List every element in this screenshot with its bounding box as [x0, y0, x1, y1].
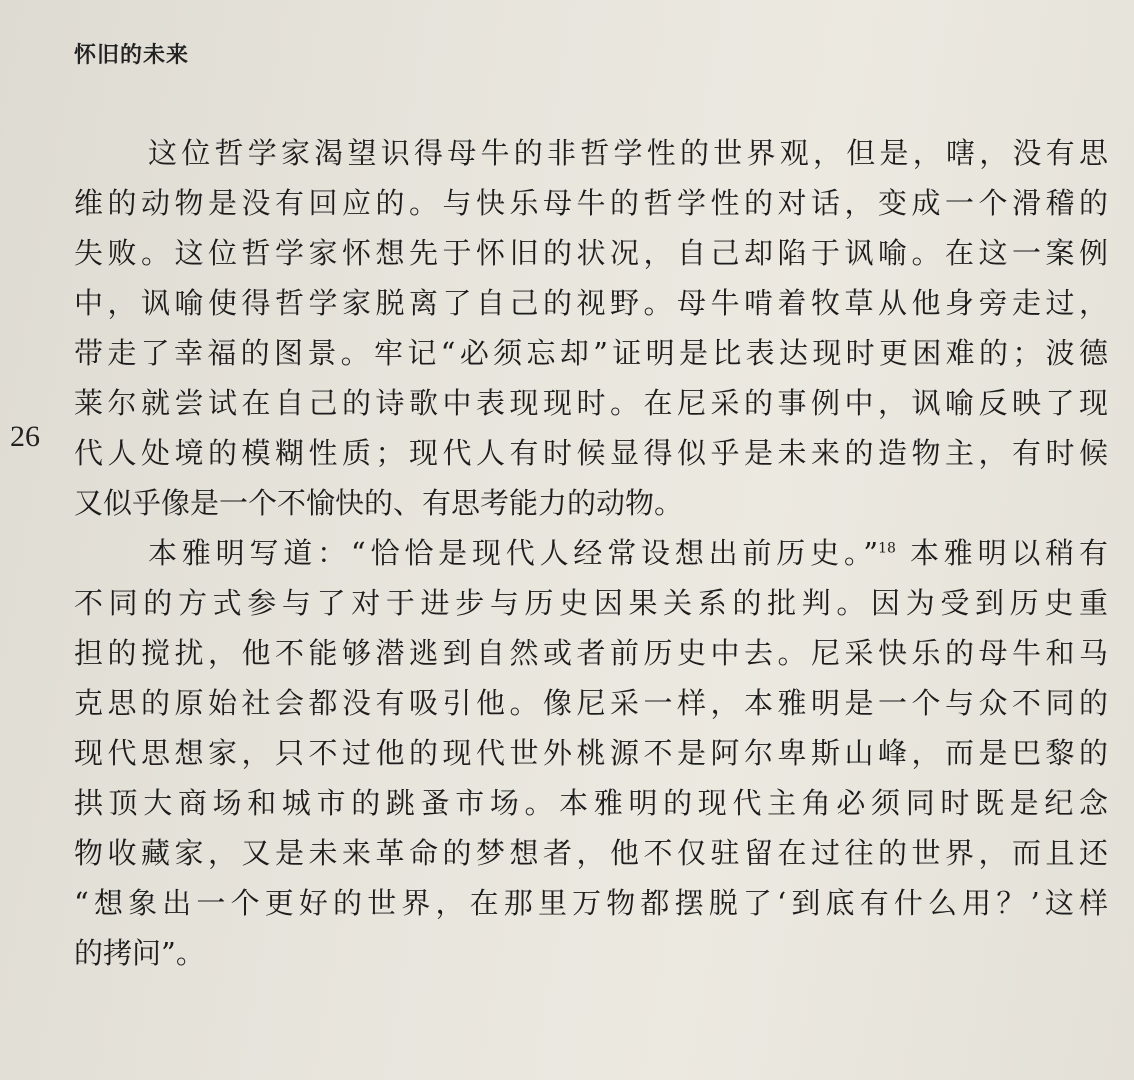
text-line: “想象出一个更好的世界，在那里万物都摆脱了‘到底有什么用？’这样: [74, 886, 1108, 920]
text-line: 现代思想家，只不过他的现代世外桃源不是阿尔卑斯山峰，而是巴黎的: [74, 736, 1108, 770]
text-segment: 本雅明写道：“恰恰是现代人经常设想出前历史。”: [148, 536, 879, 570]
text-line: 中，讽喻使得哲学家脱离了自己的视野。母牛啃着牧草从他身旁走过，: [74, 286, 1108, 320]
page-number: 26: [10, 420, 40, 453]
text-line: 物收藏家，又是未来革命的梦想者，他不仅驻留在过往的世界，而且还: [74, 836, 1108, 870]
text-segment: 本雅明以稍有: [895, 536, 1108, 570]
text-line: 不同的方式参与了对于进步与历史因果关系的批判。因为受到历史重: [74, 586, 1108, 620]
text-line: 的拷问”。: [74, 936, 205, 970]
text-line: 拱顶大商场和城市的跳蚤市场。本雅明的现代主角必须同时既是纪念: [74, 786, 1108, 820]
text-line: 代人处境的模糊性质；现代人有时候显得似乎是未来的造物主，有时候: [74, 436, 1108, 470]
body-text: [74, 128, 1108, 978]
text-line: 维的动物是没有回应的。与快乐母牛的哲学性的对话，变成一个滑稽的: [74, 186, 1108, 220]
text-line: 担的搅扰，他不能够潜逃到自然或者前历史中去。尼采快乐的母牛和马: [74, 636, 1108, 670]
footnote-marker[interactable]: 18: [878, 540, 896, 557]
text-line: 带走了幸福的图景。牢记“必须忘却”证明是比表达现时更困难的；波德: [74, 336, 1108, 370]
text-line: 莱尔就尝试在自己的诗歌中表现现时。在尼采的事例中，讽喻反映了现: [74, 386, 1108, 420]
text-line-with-footnote: [74, 528, 1108, 578]
running-header-title: 怀旧的未来: [74, 43, 190, 68]
text-line: 克思的原始社会都没有吸引他。像尼采一样，本雅明是一个与众不同的: [74, 686, 1108, 720]
text-line: 又似乎像是一个不愉快的、有思考能力的动物。: [74, 486, 684, 520]
paragraph-1: [74, 128, 1108, 528]
paragraph-2: [74, 528, 1108, 978]
text-line: 失败。这位哲学家怀想先于怀旧的状况，自己却陷于讽喻。在这一案例: [74, 236, 1108, 270]
text-line: 这位哲学家渴望识得母牛的非哲学性的世界观，但是，嗐，没有思: [148, 136, 1108, 170]
